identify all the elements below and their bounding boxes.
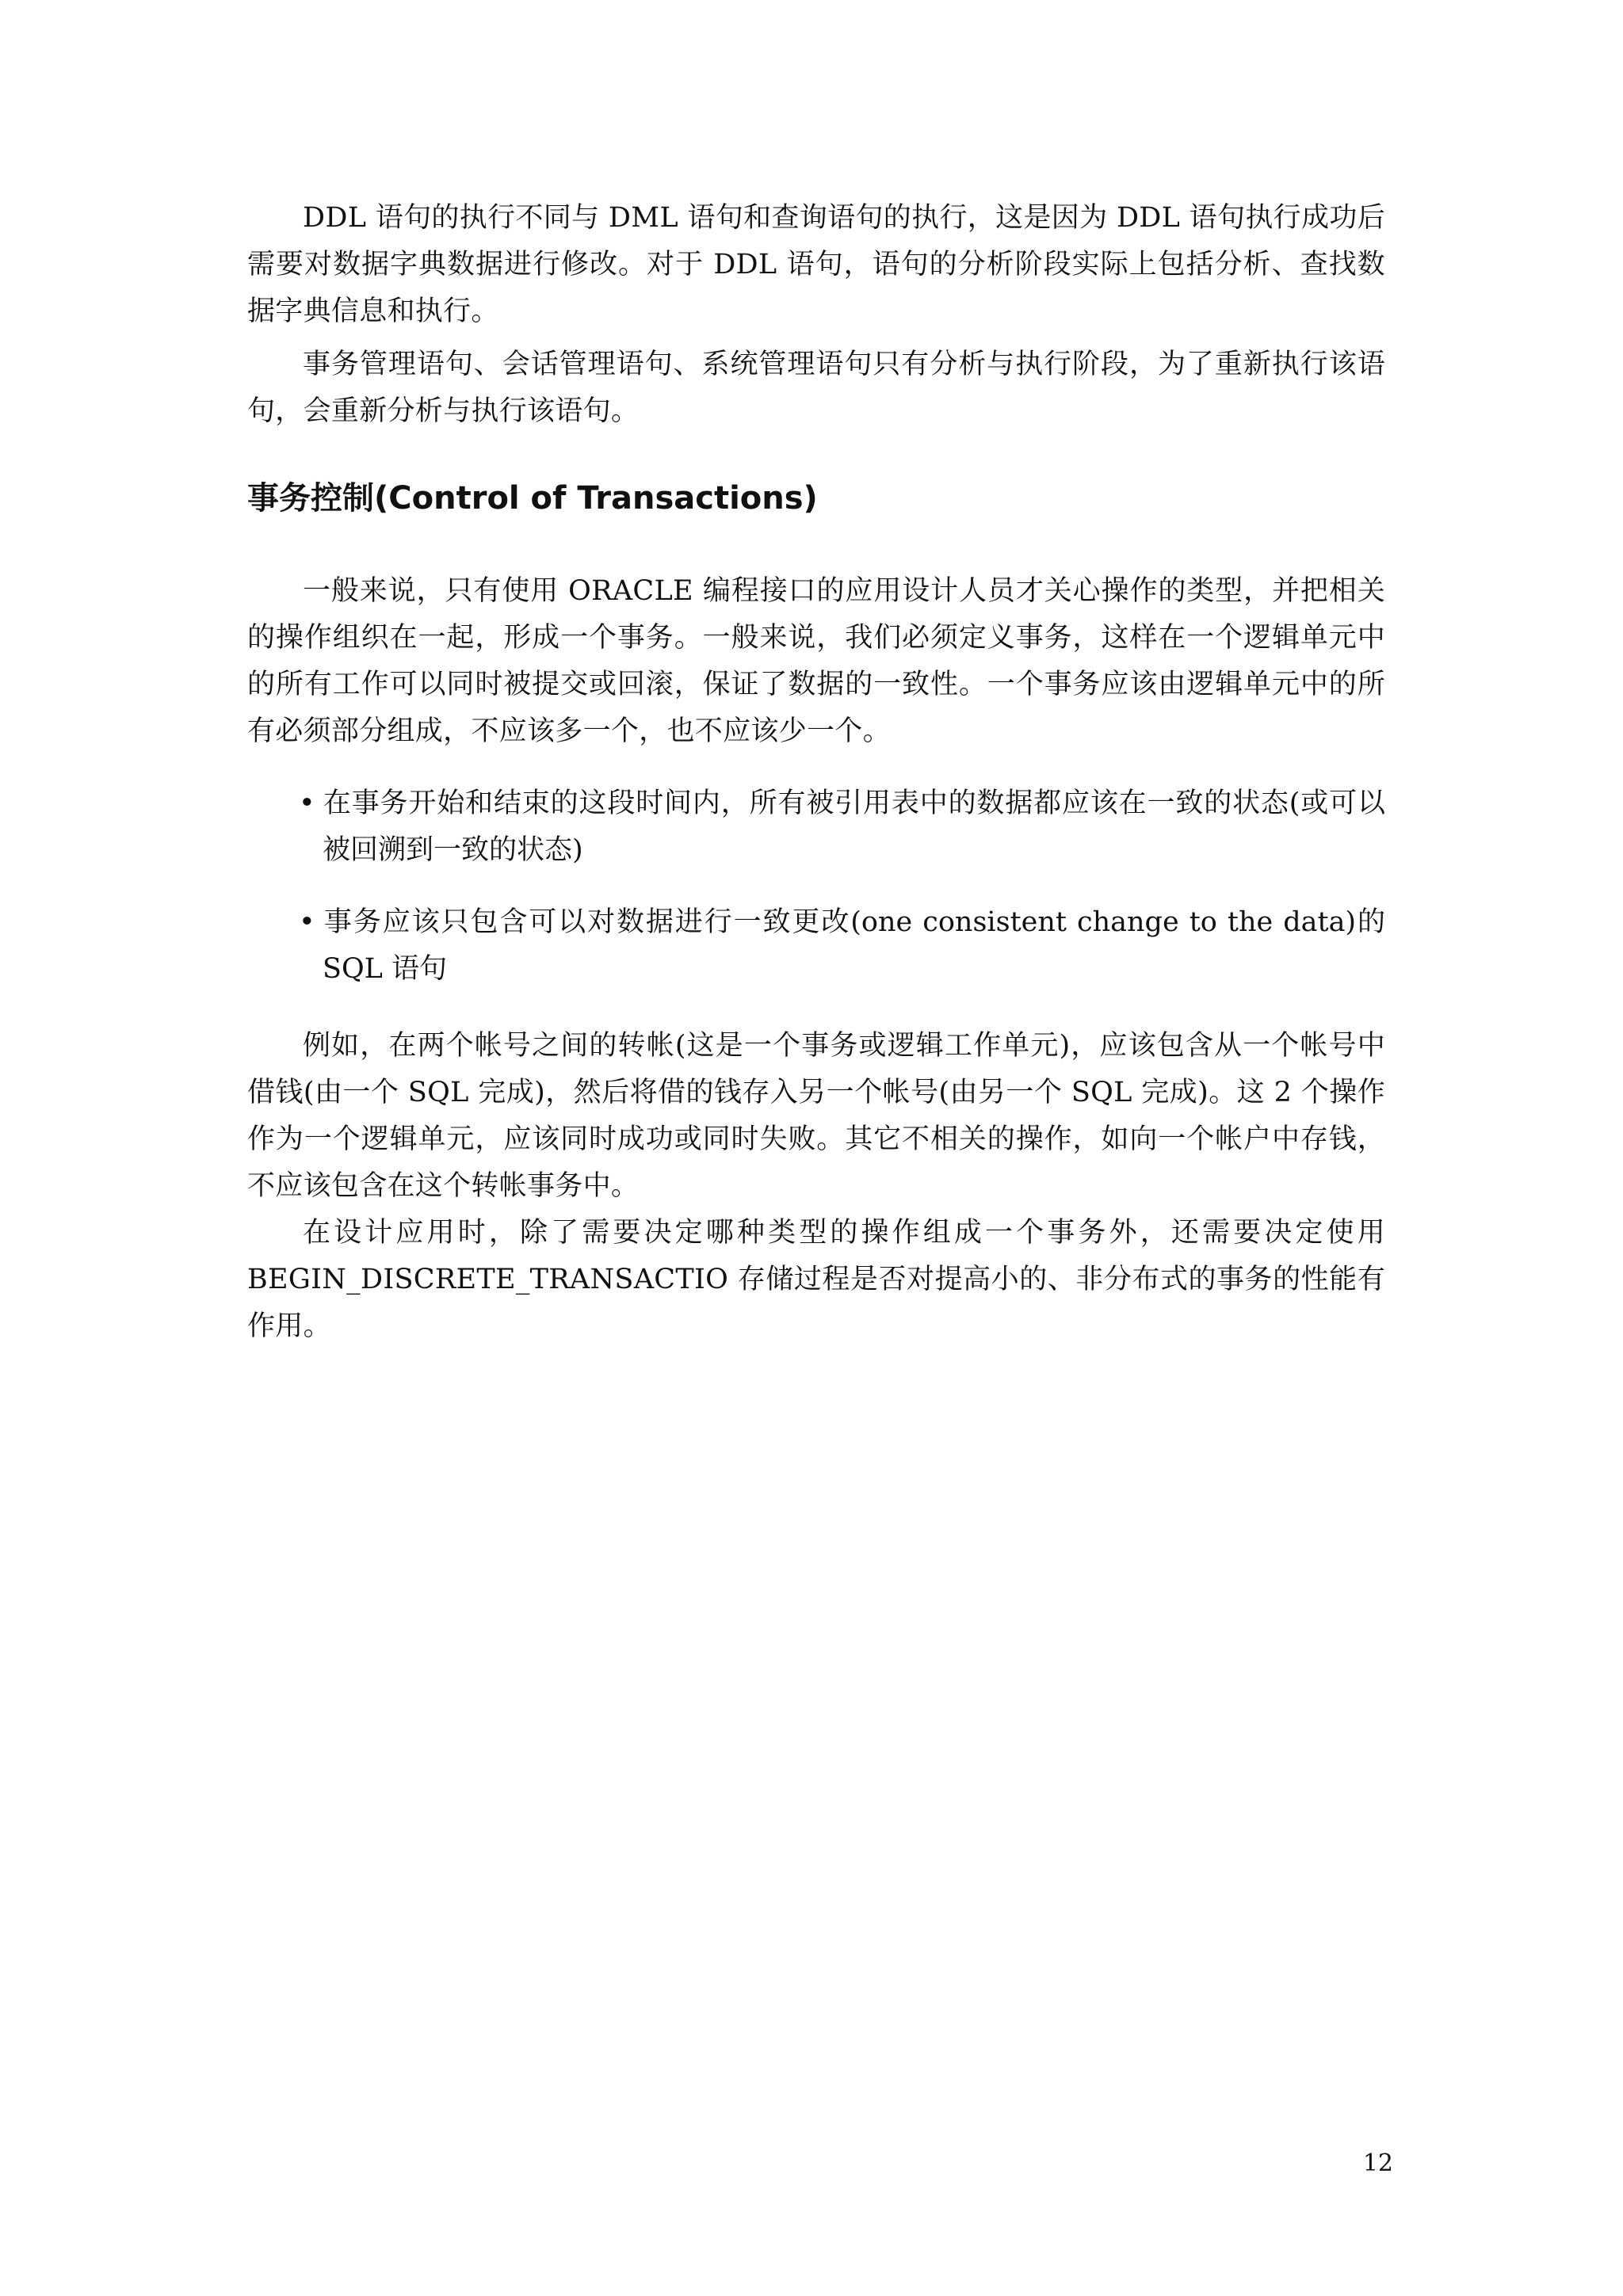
paragraph-design-consideration: 在设计应用时，除了需要决定哪种类型的操作组成一个事务外，还需要决定使用 BEGIN_DISCRETE_TRANSACTIO 存储过程是否对提高小的、非分布式的事务的性能有作用。	[247, 1217, 1385, 1342]
bullet-icon: •	[299, 906, 315, 938]
paragraph-transaction-intro: 一般来说，只有使用 ORACLE 编程接口的应用设计人员才关心操作的类型，并把相关的操作组织在一起，形成一个事务。一般来说，我们必须定义事务，这样在一个逻辑单元中的所有工作可以同时被提交或回滚，保证了数据的一致性。一个事务应该由逻辑单元中的所有必须部分组成，不应该多一个，也不应该少一个。	[247, 575, 1385, 747]
paragraph-management-statements: 事务管理语句、会话管理语句、系统管理语句只有分析与执行阶段，为了重新执行该语句，会重新分析与执行该语句。	[247, 349, 1385, 427]
page-content	[247, 195, 1385, 1350]
bullet-icon: •	[299, 788, 315, 819]
list-item	[247, 780, 1385, 874]
section-heading: 事务控制(Control of Transactions)	[247, 480, 818, 517]
bullet-list	[247, 780, 1385, 993]
list-item-text: 在事务开始和结束的这段时间内，所有被引用表中的数据都应该在一致的状态(或可以被回溯到一致的状态)	[323, 788, 1385, 866]
paragraph-ddl-execution: DDL 语句的执行不同与 DML 语句和查询语句的执行，这是因为 DDL 语句执行成功后需要对数据字典数据进行修改。对于 DDL 语句，语句的分析阶段实际上包括分析、查找数据字典信息和执行。	[247, 202, 1385, 327]
list-item-text: 事务应该只包含可以对数据进行一致更改(one consistent change to the data)的 SQL 语句	[323, 906, 1385, 985]
page-number: 12	[1362, 2149, 1393, 2177]
paragraph-transfer-example: 例如，在两个帐号之间的转帐(这是一个事务或逻辑工作单元)，应该包含从一个帐号中借钱(由一个 SQL 完成)，然后将借的钱存入另一个帐号(由另一个 SQL 完成)。这 2 个操作作为一个逻辑单元，应该同时成功或同时失败。其它不相关的操作，如向一个帐户中存钱，不应该包含在这个转帐事务中。	[247, 1030, 1385, 1202]
list-item	[247, 899, 1385, 993]
